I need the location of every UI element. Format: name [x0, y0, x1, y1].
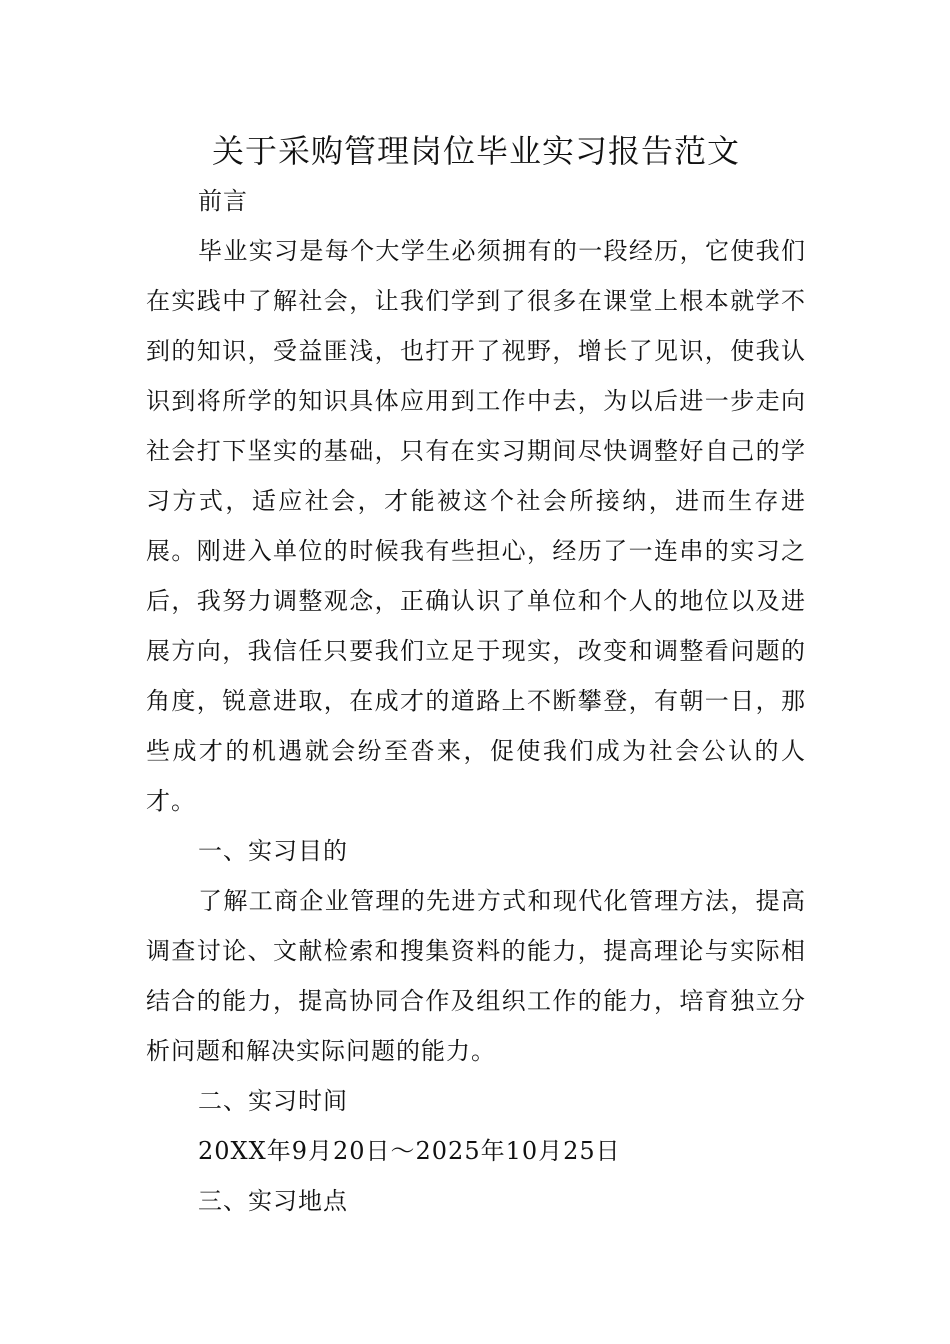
section-heading-time: 二、实习时间	[198, 1087, 348, 1115]
section-heading-location: 三、实习地点	[198, 1187, 348, 1215]
preface-paragraph: 毕业实习是每个大学生必须拥有的一段经历，它使我们在实践中了解社会，让我们学到了很多在课堂上根本就学不到的知识，受益匪浅，也打开了视野，增长了见识，使我认识到将所学的知识具体应用到工作中去，为以后进一步走向社会打下坚实的基础，只有在实习期间尽快调整好自己的学习方式，适应社会，才能被这个社会所接纳，进而生存进展。刚进入单位的时候我有些担心，经历了一连串的实习之后，我努力调整观念，正确认识了单位和个人的地位以及进展方向，我信任只要我们立足于现实，改变和调整看问题的角度，锐意进取，在成才的道路上不断攀登，有朝一日，那些成才的机遇就会纷至沓来，促使我们成为社会公认的人才。	[146, 237, 806, 815]
document-title: 关于采购管理岗位毕业实习报告范文	[211, 132, 740, 170]
section-heading-purpose: 一、实习目的	[198, 837, 348, 865]
internship-date-range: 20XX年9月20日～2025年10月25日	[198, 1137, 621, 1165]
section-paragraph-purpose: 了解工商企业管理的先进方式和现代化管理方法，提高调查讨论、文献检索和搜集资料的能力，提高理论与实际相结合的能力，提高协同合作及组织工作的能力，培育独立分析问题和解决实际问题的能力。	[146, 887, 806, 1065]
preface-heading: 前言	[198, 187, 248, 215]
document-body	[146, 128, 806, 1226]
